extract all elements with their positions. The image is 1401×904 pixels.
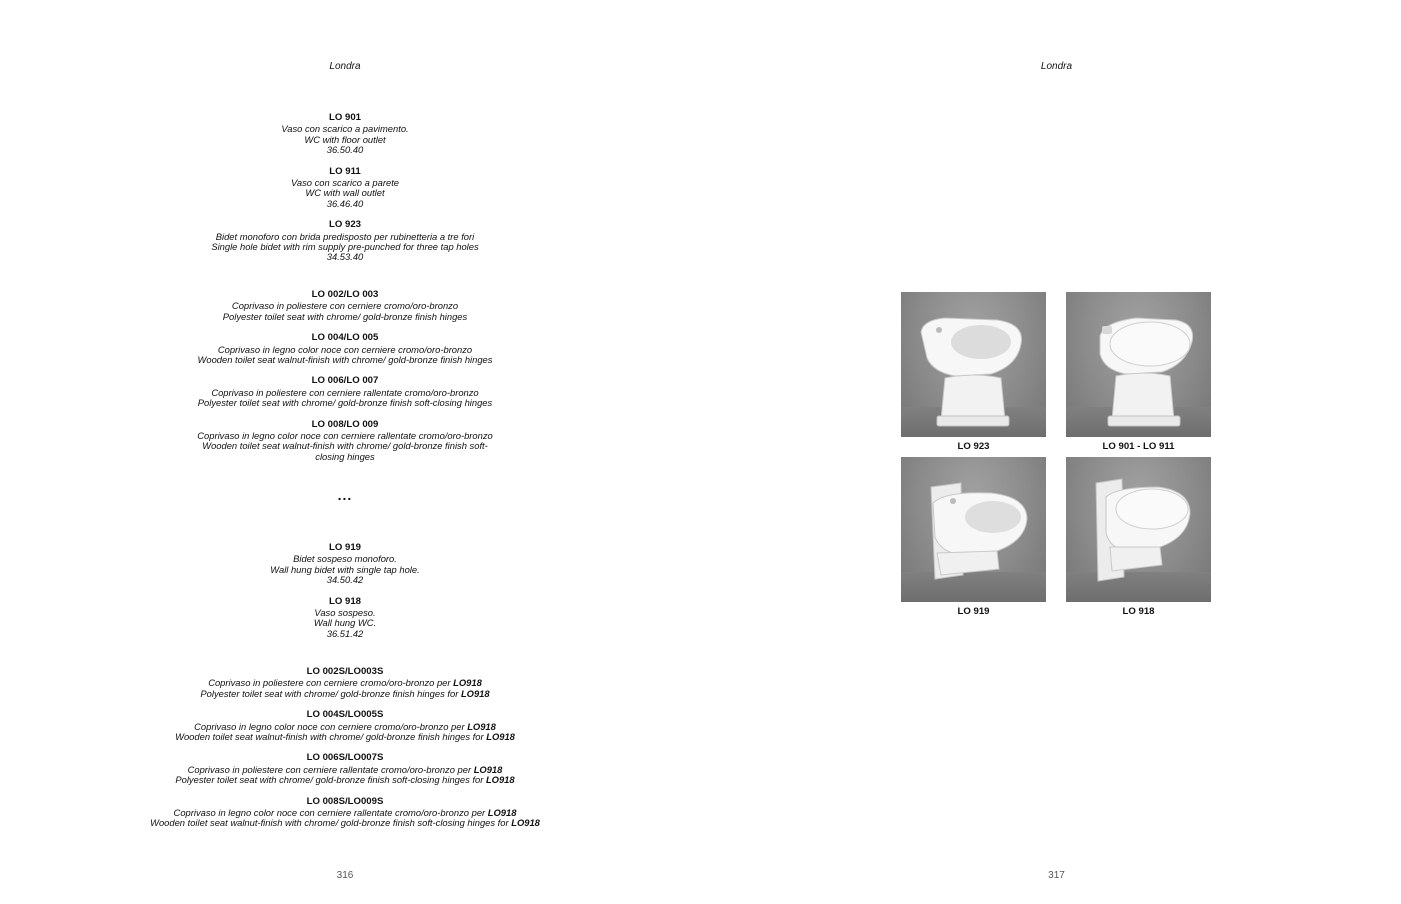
product-description-line: 36.46.40 [326, 197, 364, 209]
description-text: Coprivaso in legno color noce con cerniere cromo/oro-bronzo per [194, 720, 468, 732]
model-reference: LO918 [511, 817, 540, 829]
product-description-line: Wall hung bidet with single tap hole. [270, 563, 420, 575]
description-text: Wooden toilet seat walnut-finish with chrome/ gold-bronze finish hinges for [175, 731, 487, 743]
product-code: LO 008S/LO009S [306, 795, 384, 807]
product-description-line: Polyester toilet seat with chrome/ gold-bronze finish soft-closing hinges [197, 397, 493, 409]
product-entry [0, 113, 690, 156]
running-head-left: Londra [329, 61, 361, 72]
product-group-wc-bidet [0, 113, 690, 263]
product-description-line [0, 775, 690, 785]
description-text: Wooden toilet seat walnut-finish with chrome/ gold-bronze finish soft-closing hinges for [150, 817, 512, 829]
product-code: LO 006S/LO007S [306, 752, 384, 764]
product-group-seats-lo918 [0, 667, 690, 829]
product-photo [901, 292, 1046, 437]
product-description-line: Bidet monoforo con brida predisposto per rubinetteria a tre fori [215, 230, 475, 242]
product-photo [1066, 457, 1211, 602]
product-photo-caption: LO 919 [957, 606, 990, 617]
product-code: LO 918 [329, 595, 361, 607]
product-entry [0, 290, 690, 322]
model-reference: LO918 [467, 720, 496, 732]
product-description-line [0, 732, 690, 742]
description-text: Polyester toilet seat with chrome/ gold-bronze finish soft-closing hinges for [175, 774, 486, 786]
product-code: LO 004S/LO005S [306, 709, 384, 721]
product-code: LO 911 [329, 165, 361, 177]
product-photo [901, 457, 1046, 602]
product-description-line: Wooden toilet seat walnut-finish with chrome/ gold-bronze finish hinges [197, 354, 493, 366]
product-description-line: WC with wall outlet [305, 187, 385, 199]
product-description-line: Vaso sospeso. [314, 607, 376, 619]
product-description-line: Wooden toilet seat walnut-finish with chrome/ gold-bronze finish soft- [202, 440, 488, 452]
product-photo-caption: LO 901 - LO 911 [1102, 441, 1175, 452]
product-entry [0, 797, 690, 829]
product-group-seats [0, 290, 690, 462]
model-reference: LO918 [453, 677, 482, 689]
description-text: Coprivaso in poliestere con cerniere rallentate cromo/oro-bronzo per [187, 763, 474, 775]
product-code: LO 004/LO 005 [311, 332, 379, 344]
product-entry [0, 167, 690, 210]
product-entry [0, 667, 690, 699]
product-photo [1066, 292, 1211, 437]
product-entry [0, 376, 690, 408]
product-description-line: Bidet sospeso monoforo. [293, 553, 397, 565]
description-text: Polyester toilet seat with chrome/ gold-bronze finish hinges for [200, 687, 461, 699]
product-code: LO 002/LO 003 [311, 289, 379, 300]
product-description-line: 34.50.42 [326, 574, 364, 586]
product-description-line: closing hinges [315, 450, 375, 462]
page-number-left: 316 [336, 870, 354, 881]
description-text: Coprivaso in legno color noce con cerniere rallentate cromo/oro-bronzo per [173, 807, 488, 819]
product-entry [0, 710, 690, 742]
model-reference: LO918 [487, 807, 517, 819]
left-page [0, 0, 700, 904]
product-code: LO 008/LO 009 [311, 418, 379, 430]
product-description-line: Polyester toilet seat with chrome/ gold-bronze finish hinges [222, 310, 468, 322]
product-code: LO 002S/LO003S [306, 666, 384, 677]
product-entry [0, 220, 690, 263]
product-entry [0, 543, 690, 586]
product-description-line [0, 689, 690, 699]
product-description-line: 34.53.40 [326, 251, 364, 263]
product-description-line: 36.51.42 [326, 627, 364, 639]
product-entry [0, 420, 690, 463]
model-reference: LO918 [473, 763, 503, 775]
model-reference: LO918 [486, 731, 515, 743]
product-description-line: Single hole bidet with rim supply pre-punched for three tap holes [211, 241, 479, 253]
product-description-line: Coprivaso in poliestere con cerniere rallentate cromo/oro-bronzo [211, 386, 479, 398]
product-group-wall-hung [0, 543, 690, 639]
product-code: LO 919 [329, 542, 361, 553]
product-entry [0, 333, 690, 365]
model-reference: LO918 [460, 687, 490, 699]
product-code: LO 923 [329, 219, 361, 231]
product-code: LO 006/LO 007 [311, 375, 379, 387]
product-description-line [0, 818, 690, 828]
right-page [700, 0, 1401, 904]
page-number-right: 317 [1048, 870, 1065, 881]
ellipsis-separator: ... [337, 487, 353, 503]
product-description-line: WC with floor outlet [304, 133, 386, 145]
product-description-line: 36.50.40 [326, 144, 364, 156]
product-photo-caption: LO 923 [957, 441, 990, 452]
product-entry [0, 597, 690, 640]
description-text: Coprivaso in poliestere con cerniere cromo/oro-bronzo per [208, 677, 454, 689]
product-description-line: Wall hung WC. [313, 617, 377, 629]
model-reference: LO918 [485, 774, 515, 786]
product-description-line: Coprivaso in legno color noce con cerniere cromo/oro-bronzo [217, 343, 473, 355]
product-description-line: Vaso con scarico a parete [290, 177, 400, 189]
product-photo-caption: LO 918 [1122, 606, 1155, 617]
product-code: LO 901 [329, 112, 361, 123]
product-description-line: Coprivaso in legno color noce con cerniere rallentate cromo/oro-bronzo [197, 430, 493, 442]
product-description-line: Coprivaso in poliestere con cerniere cromo/oro-bronzo [231, 300, 459, 312]
product-description-line: Vaso con scarico a pavimento. [281, 123, 409, 135]
running-head-right: Londra [1040, 61, 1073, 72]
product-entry [0, 753, 690, 785]
